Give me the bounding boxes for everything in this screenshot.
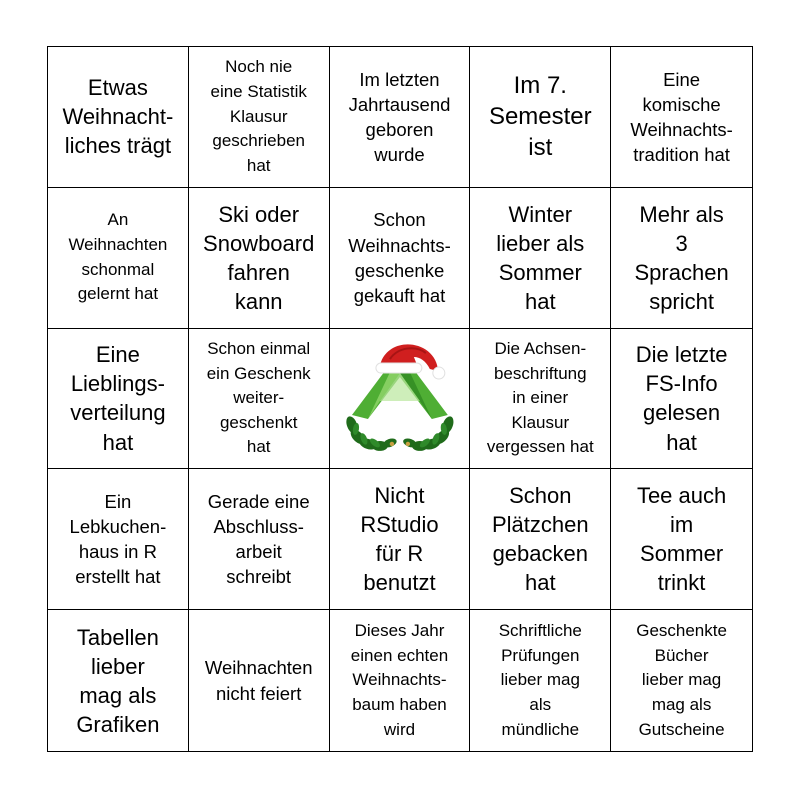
cell-text: Schon Weihnachts- geschenke gekauft hat	[348, 209, 451, 306]
bingo-cell-r3c4[interactable]	[470, 329, 611, 470]
cell-text: Schriftliche Prüfungen lieber mag als mündliche	[498, 620, 582, 739]
bingo-cell-r1c4[interactable]	[470, 47, 611, 188]
cell-text: Weihnachten nicht feiert	[204, 657, 313, 704]
bingo-cell-r5c1[interactable]	[48, 610, 189, 751]
cell-text: Eine komische Weihnachts- tradition hat	[630, 68, 733, 166]
bingo-board	[47, 46, 753, 752]
bingo-cell-r4c5[interactable]	[611, 469, 752, 610]
bingo-cell-r4c4[interactable]	[470, 469, 611, 610]
cell-text: Gerade eine Abschluss- arbeit schreibt	[207, 490, 310, 588]
bingo-cell-r2c2[interactable]	[189, 188, 330, 329]
cell-text: Die Achsen- beschriftung in einer Klausur vergessen hat	[486, 338, 594, 457]
cell-text: Winter lieber als Sommer hat	[496, 201, 585, 314]
cell-text: Die letzte FS-Info gelesen hat	[635, 342, 728, 455]
cell-text: Schon Plätzchen gebacken hat	[491, 483, 589, 596]
free-space-cell[interactable]	[330, 329, 471, 470]
bingo-cell-r4c1[interactable]	[48, 469, 189, 610]
cell-text: Im 7. Semester ist	[488, 72, 592, 162]
bingo-cell-r5c4[interactable]	[470, 610, 611, 751]
bingo-cell-r4c3[interactable]	[330, 469, 471, 610]
cell-text: Noch nie eine Statistik Klausur geschrieben hat	[210, 57, 307, 175]
cell-text: Nicht RStudio für R benutzt	[360, 483, 439, 596]
bingo-cell-r1c3[interactable]	[330, 47, 471, 188]
cell-text: Tee auch im Sommer trinkt	[636, 483, 727, 596]
bingo-cell-r3c1[interactable]	[48, 329, 189, 470]
bingo-cell-r3c2[interactable]	[189, 329, 330, 470]
cell-text: Schon einmal ein Geschenk weiter- geschenkt hat	[206, 338, 311, 457]
bingo-cell-r2c1[interactable]	[48, 188, 189, 329]
bingo-cell-r1c1[interactable]	[48, 47, 189, 188]
bingo-cell-r1c5[interactable]	[611, 47, 752, 188]
cell-text: An Weihnachten schonmal gelernt hat	[68, 210, 168, 304]
cell-text: Ski oder Snowboard fahren kann	[203, 201, 315, 314]
bingo-cell-r5c5[interactable]	[611, 610, 752, 751]
bingo-cell-r2c4[interactable]	[470, 188, 611, 329]
bingo-cell-r1c2[interactable]	[189, 47, 330, 188]
bingo-cell-r5c3[interactable]	[330, 610, 471, 751]
cell-text: Tabellen lieber mag als Grafiken	[76, 624, 160, 737]
cell-text: Eine Lieblings- verteilung hat	[70, 342, 166, 455]
cell-text: Ein Lebkuchen- haus in R erstellt hat	[69, 490, 167, 588]
cell-text: Geschenkte Bücher lieber mag mag als Gutscheine	[636, 620, 727, 739]
cell-text: Im letzten Jahrtausend geboren wurde	[348, 68, 451, 166]
bingo-cell-r2c5[interactable]	[611, 188, 752, 329]
bingo-cell-r4c2[interactable]	[189, 469, 330, 610]
cell-text: Mehr als 3 Sprachen spricht	[634, 201, 729, 314]
cell-text: Etwas Weihnacht- liches trägt	[62, 75, 174, 159]
cell-text: Dieses Jahr einen echten Weihnachts- baum haben wird	[350, 620, 449, 739]
bingo-cell-r2c3[interactable]	[330, 188, 471, 329]
bingo-cell-r3c5[interactable]	[611, 329, 752, 470]
bingo-cell-r5c2[interactable]	[189, 610, 330, 751]
christmas-logo-icon	[330, 329, 470, 469]
